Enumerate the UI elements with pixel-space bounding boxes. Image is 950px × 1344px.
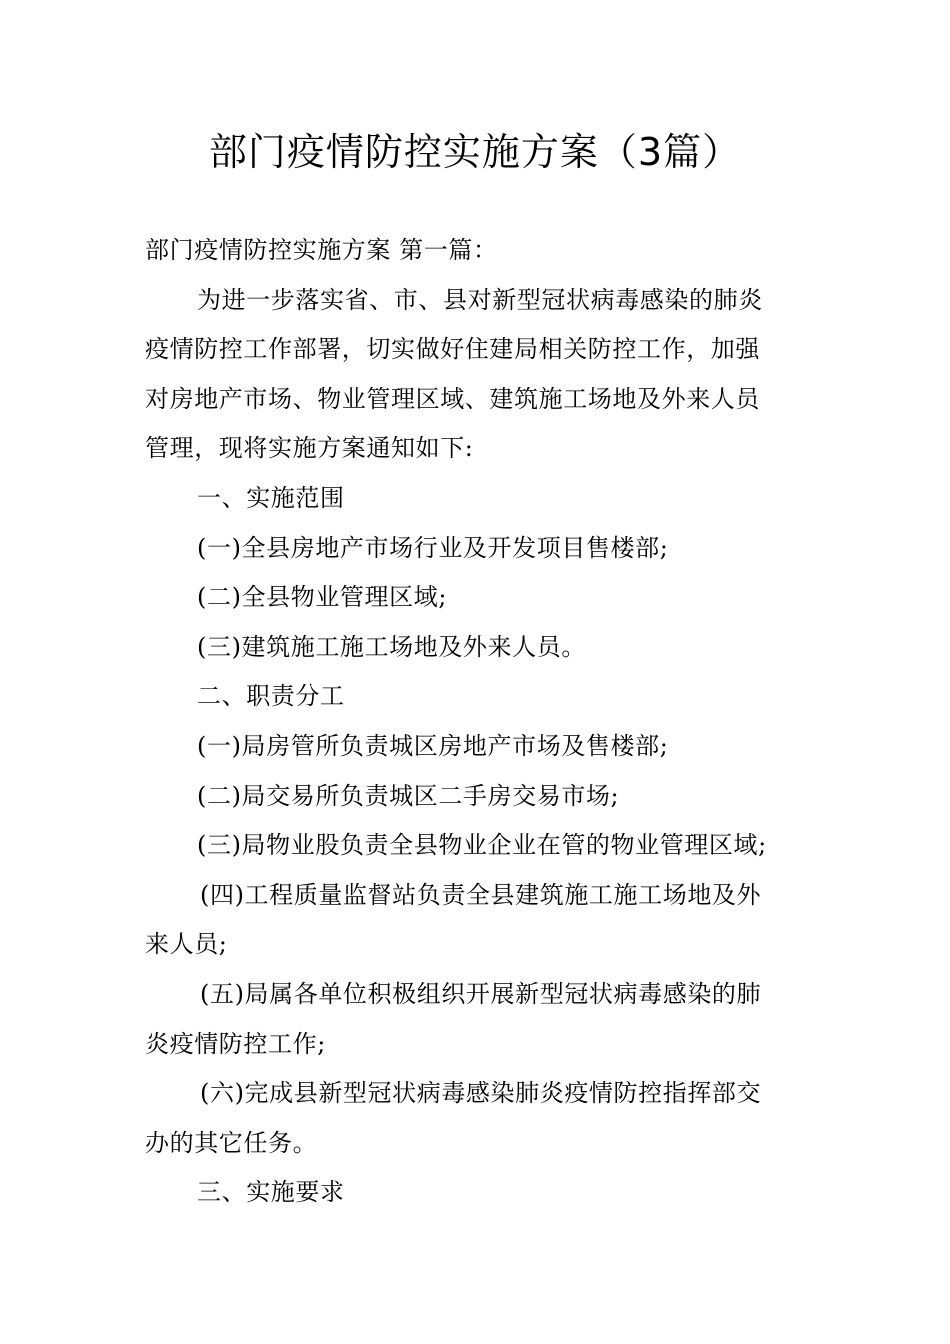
section-heading-duties: 二、职责分工: [197, 682, 345, 711]
list-item-duty-continued: 来人员;: [145, 930, 228, 959]
section-heading-requirements: 三、实施要求: [197, 1178, 345, 1207]
list-item-duty-continued: 炎疫情防控工作;: [145, 1029, 326, 1058]
list-item-duty: (二)局交易所负责城区二手房交易市场;: [197, 781, 620, 810]
document-body: [145, 226, 808, 1218]
section-heading-first-article: 部门疫情防控实施方案 第一篇：: [145, 236, 498, 264]
paragraph-intro-line: 对房地产市场、物业管理区域、建筑施工场地及外来人员: [145, 384, 760, 413]
section-heading-scope: 一、实施范围: [197, 483, 345, 512]
list-item-scope: (二)全县物业管理区域;: [197, 583, 448, 612]
paragraph-intro-line: 为进一步落实省、市、县对新型冠状病毒感染的肺炎: [197, 285, 763, 314]
list-item-duty: (六)完成县新型冠状病毒感染肺炎疫情防控指挥部交: [200, 1079, 762, 1108]
list-item-duty: (三)局物业股负责全县物业企业在管的物业管理区域;: [197, 831, 767, 860]
paragraph-intro-line: 管理，现将实施方案通知如下:: [145, 434, 474, 463]
document-title: 部门疫情防控实施方案（3篇）: [208, 130, 742, 174]
paragraph-intro-line: 疫情防控工作部署，切实做好住建局相关防控工作，加强: [145, 335, 760, 364]
list-item-duty-continued: 办的其它任务。: [145, 1128, 318, 1157]
list-item-duty: (四)工程质量监督站负责全县建筑施工施工场地及外: [200, 880, 762, 909]
list-item-duty: (五)局属各单位积极组织开展新型冠状病毒感染的肺: [200, 979, 762, 1008]
list-item-scope: (一)全县房地产市场行业及开发项目售楼部;: [197, 533, 669, 562]
list-item-duty: (一)局房管所负责城区房地产市场及售楼部;: [197, 731, 669, 760]
list-item-scope: (三)建筑施工施工场地及外来人员。: [197, 632, 586, 661]
